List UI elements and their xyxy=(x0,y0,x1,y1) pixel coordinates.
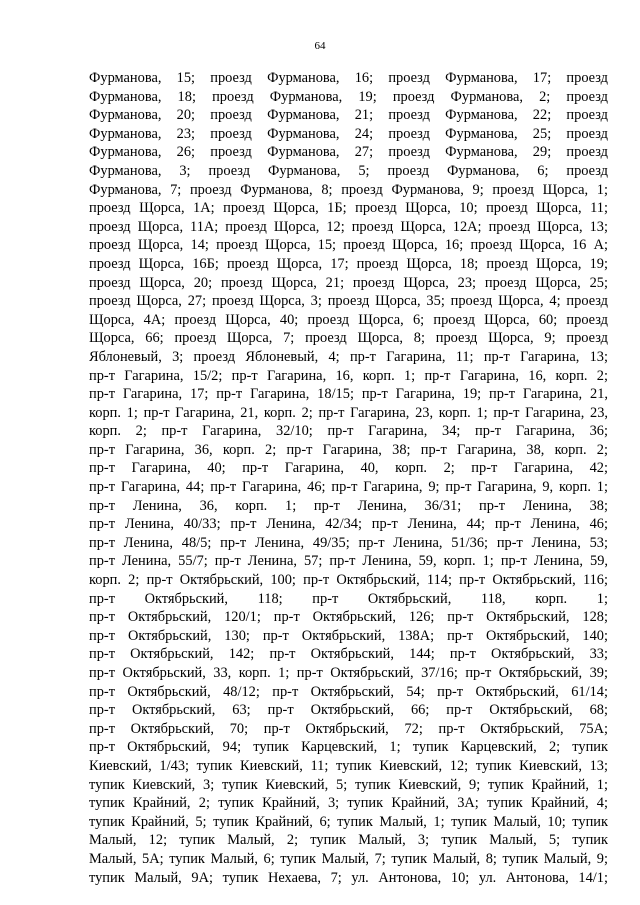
text-line: проезд Щорса, 16Б; проезд Щорса, 17; проезд Щорса, 18; проезд Щорса, 19; xyxy=(89,255,608,272)
text-line: тупик Киевский, 3; тупик Киевский, 5; тупик Киевский, 9; тупик Крайний, 1; xyxy=(89,776,608,793)
text-line: пр-т Гагарина, 15/2; пр-т Гагарина, 16, корп. 1; пр-т Гагарина, 16, корп. 2; xyxy=(89,367,608,384)
text-line: Фурманова, 18; проезд Фурманова, 19; проезд Фурманова, 2; проезд xyxy=(89,88,608,105)
text-line: Малый, 12; тупик Малый, 2; тупик Малый, 3; тупик Малый, 5; тупик xyxy=(89,832,608,849)
text-line: Фурманова, 15; проезд Фурманова, 16; проезд Фурманова, 17; проезд xyxy=(89,70,608,86)
text-line: Фурманова, 3; проезд Фурманова, 5; проезд Фурманова, 6; проезд xyxy=(89,162,608,179)
text-line: Щорса, 66; проезд Щорса, 7; проезд Щорса, 8; проезд Щорса, 9; проезд xyxy=(89,330,608,347)
text-line: проезд Щорса, 11А; проезд Щорса, 12; проезд Щорса, 12А; проезд Щорса, 13; xyxy=(89,218,608,235)
page-number: 64 xyxy=(314,40,326,52)
text-line: Фурманова, 23; проезд Фурманова, 24; проезд Фурманова, 25; проезд xyxy=(89,125,608,142)
text-line: корп. 2; пр-т Октябрьский, 100; пр-т Октябрьский, 114; пр-т Октябрьский, 116; xyxy=(89,572,608,589)
text-line: Малый, 5А; тупик Малый, 6; тупик Малый, 7; тупик Малый, 8; тупик Малый, 9; xyxy=(89,850,608,867)
text-line: пр-т Октябрьский, 70; пр-т Октябрьский, 72; пр-т Октябрьский, 75А; xyxy=(89,720,608,737)
address-list-text xyxy=(89,69,608,887)
text-line: пр-т Ленина, 55/7; пр-т Ленина, 57; пр-т Ленина, 59, корп. 1; пр-т Ленина, 59, xyxy=(89,553,608,570)
text-line: проезд Щорса, 14; проезд Щорса, 15; проезд Щорса, 16; проезд Щорса, 16 А; xyxy=(89,237,608,254)
text-line: проезд Щорса, 27; проезд Щорса, 3; проезд Щорса, 35; проезд Щорса, 4; проезд xyxy=(89,293,608,310)
text-line: Яблоневый, 3; проезд Яблоневый, 4; пр-т Гагарина, 11; пр-т Гагарина, 13; xyxy=(89,348,608,365)
text-line: пр-т Гагарина, 17; пр-т Гагарина, 18/15; пр-т Гагарина, 19; пр-т Гагарина, 21, xyxy=(89,386,608,403)
text-line: пр-т Октябрьский, 118; пр-т Октябрьский, 118, корп. 1; xyxy=(89,590,608,607)
text-line: проезд Щорса, 1А; проезд Щорса, 1Б; проезд Щорса, 10; проезд Щорса, 11; xyxy=(89,200,608,217)
text-line: пр-т Октябрьский, 120/1; пр-т Октябрьский, 126; пр-т Октябрьский, 128; xyxy=(89,609,608,626)
text-line: Фурманова, 26; проезд Фурманова, 27; проезд Фурманова, 29; проезд xyxy=(89,144,608,161)
text-line: Киевский, 1/43; тупик Киевский, 11; тупик Киевский, 12; тупик Киевский, 13; xyxy=(89,757,608,774)
text-line: пр-т Гагарина, 44; пр-т Гагарина, 46; пр-т Гагарина, 9; пр-т Гагарина, 9, корп. 1; xyxy=(89,479,608,496)
text-line: тупик Крайний, 2; тупик Крайний, 3; тупик Крайний, 3А; тупик Крайний, 4; xyxy=(89,795,608,812)
text-line: тупик Малый, 9А; тупик Нехаева, 7; ул. Антонова, 10; ул. Антонова, 14/1; xyxy=(89,869,608,886)
text-line: пр-т Октябрьский, 130; пр-т Октябрьский, 138А; пр-т Октябрьский, 140; xyxy=(89,627,608,644)
text-line: пр-т Гагарина, 36, корп. 2; пр-т Гагарина, 38; пр-т Гагарина, 38, корп. 2; xyxy=(89,441,608,458)
text-line: проезд Щорса, 20; проезд Щорса, 21; проезд Щорса, 23; проезд Щорса, 25; xyxy=(89,274,608,291)
text-line: Фурманова, 7; проезд Фурманова, 8; проезд Фурманова, 9; проезд Щорса, 1; xyxy=(89,181,608,198)
text-line: пр-т Октябрьский, 94; тупик Карцевский, 1; тупик Карцевский, 2; тупик xyxy=(89,739,608,756)
text-line: пр-т Гагарина, 40; пр-т Гагарина, 40, корп. 2; пр-т Гагарина, 42; xyxy=(89,460,608,477)
text-line: пр-т Ленина, 40/33; пр-т Ленина, 42/34; пр-т Ленина, 44; пр-т Ленина, 46; xyxy=(89,516,608,533)
text-line: пр-т Октябрьский, 48/12; пр-т Октябрьский, 54; пр-т Октябрьский, 61/14; xyxy=(89,683,608,700)
text-line: пр-т Ленина, 48/5; пр-т Ленина, 49/35; пр-т Ленина, 51/36; пр-т Ленина, 53; xyxy=(89,534,608,551)
text-line: пр-т Октябрьский, 33, корп. 1; пр-т Октябрьский, 37/16; пр-т Октябрьский, 39; xyxy=(89,665,608,681)
text-line: Щорса, 4А; проезд Щорса, 40; проезд Щорса, 6; проезд Щорса, 60; проезд xyxy=(89,311,608,328)
text-line: корп. 1; пр-т Гагарина, 21, корп. 2; пр-т Гагарина, 23, корп. 1; пр-т Гагарина, 23, xyxy=(89,404,608,421)
text-line: тупик Крайний, 5; тупик Крайний, 6; тупик Малый, 1; тупик Малый, 10; тупик xyxy=(89,813,608,830)
text-line: пр-т Ленина, 36, корп. 1; пр-т Ленина, 36/31; пр-т Ленина, 38; xyxy=(89,497,608,514)
text-line: пр-т Октябрьский, 142; пр-т Октябрьский, 144; пр-т Октябрьский, 33; xyxy=(89,646,608,663)
text-line: Фурманова, 20; проезд Фурманова, 21; проезд Фурманова, 22; проезд xyxy=(89,107,608,124)
text-line: корп. 2; пр-т Гагарина, 32/10; пр-т Гагарина, 34; пр-т Гагарина, 36; xyxy=(89,423,608,440)
text-line: пр-т Октябрьский, 63; пр-т Октябрьский, 66; пр-т Октябрьский, 68; xyxy=(89,702,608,719)
